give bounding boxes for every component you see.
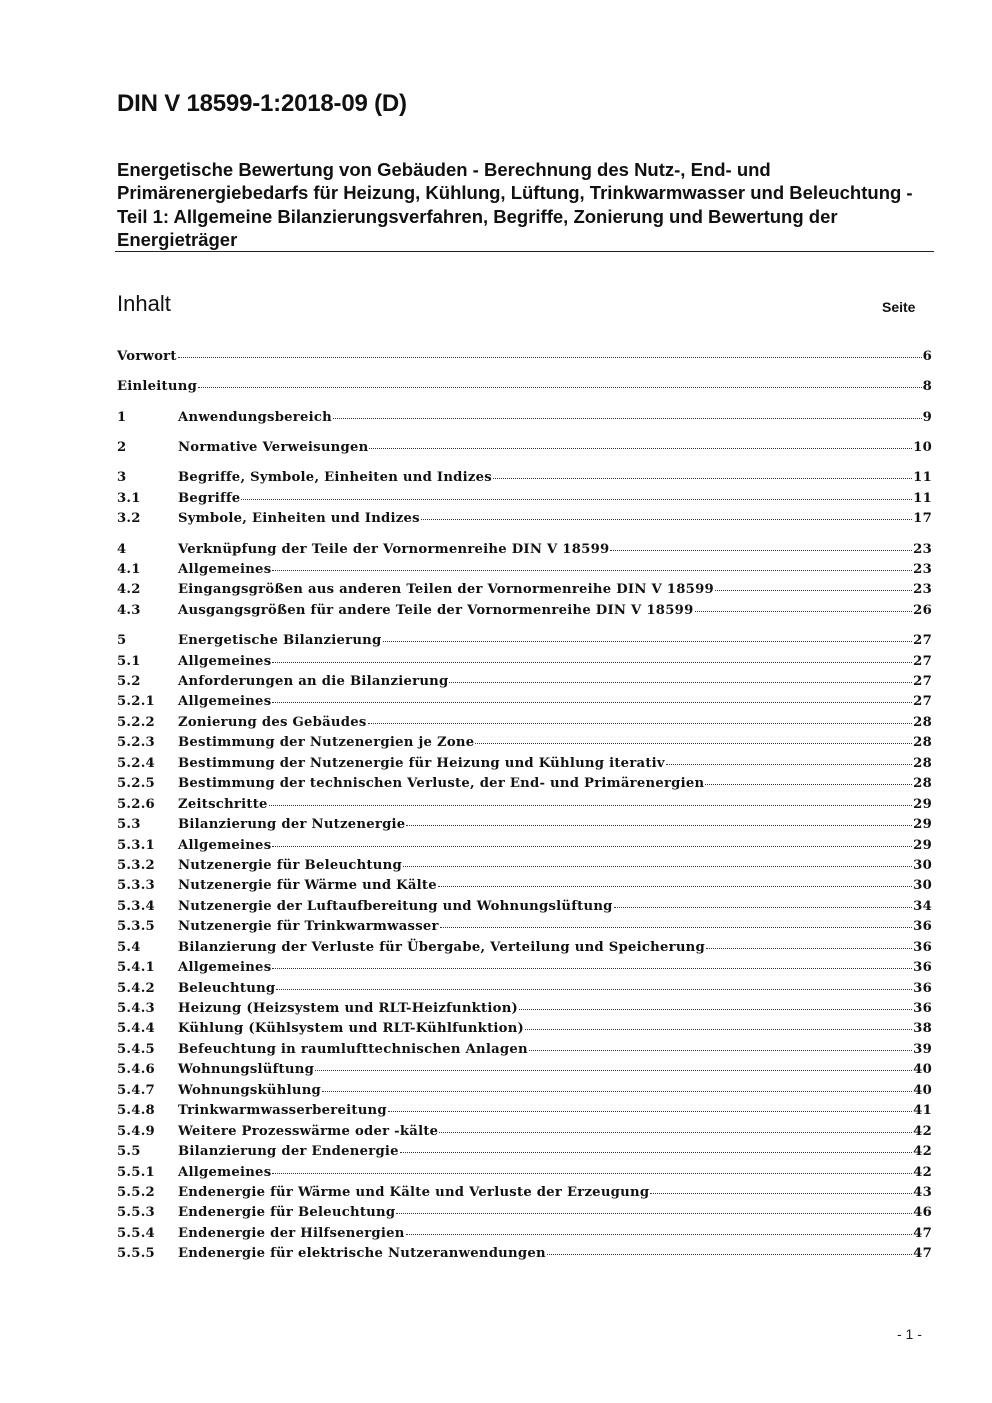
toc-entry[interactable]: [117, 1101, 932, 1121]
toc-entry[interactable]: [117, 580, 932, 600]
toc-entry[interactable]: [117, 1019, 932, 1039]
toc-entry-page: 42: [913, 1144, 932, 1160]
toc-entry-page: 39: [913, 1041, 932, 1057]
toc-entry[interactable]: [117, 836, 932, 856]
toc-entry-page: 34: [913, 898, 932, 914]
toc-entry-page: 10: [913, 439, 932, 455]
toc-entry-page: 23: [913, 582, 932, 598]
toc-entry[interactable]: [117, 754, 932, 774]
toc-dot-leader: [705, 783, 912, 785]
toc-dot-leader: [650, 1192, 912, 1194]
toc-entry-page: 36: [913, 980, 932, 996]
toc-entry-number: 2: [117, 439, 127, 455]
toc-entry-page: 36: [913, 960, 932, 976]
toc-entry[interactable]: [117, 733, 932, 753]
toc-entry-page: 8: [922, 379, 932, 395]
toc-entry-title: Nutzenergie für Trinkwarmwasser: [178, 919, 439, 935]
toc-entry[interactable]: [117, 631, 932, 651]
toc-entry-number: 5.4.4: [117, 1021, 155, 1037]
toc-entry-number: 5.5.3: [117, 1205, 155, 1221]
toc-dot-leader: [666, 763, 912, 765]
toc-entry-page: 28: [913, 776, 932, 792]
toc-entry-page: 9: [922, 409, 932, 425]
toc-dot-leader: [421, 518, 912, 520]
toc-entry-title: Ausgangsgrößen für andere Teile der Vornormenreihe DIN V 18599: [178, 602, 694, 618]
toc-dot-leader: [695, 610, 913, 612]
toc-entry[interactable]: [117, 408, 932, 428]
toc-entry-title: Bestimmung der Nutzenergien je Zone: [178, 735, 475, 751]
toc-entry[interactable]: [117, 958, 932, 978]
toc-entry-title: Beleuchtung: [178, 980, 276, 996]
toc-entry-title: Einleitung: [117, 379, 198, 395]
toc-entry-number: 4.3: [117, 602, 141, 618]
toc-entry-page: 29: [913, 837, 932, 853]
table-of-contents: [117, 347, 932, 1265]
toc-entry-title: Bestimmung der Nutzenergie für Heizung und Kühlung iterativ: [178, 755, 665, 771]
toc-entry-page: 26: [913, 602, 932, 618]
toc-entry[interactable]: [117, 509, 932, 529]
toc-entry-number: 5.4.5: [117, 1041, 155, 1057]
toc-entry-number: 5.2.4: [117, 755, 155, 771]
toc-entry-title: Bilanzierung der Verluste für Übergabe, Verteilung und Speicherung: [178, 939, 705, 955]
toc-dot-leader: [388, 1110, 912, 1112]
toc-dot-leader: [614, 906, 912, 908]
toc-entry-number: 5.4.1: [117, 960, 155, 976]
toc-entry-page: 46: [913, 1205, 932, 1221]
toc-entry-title: Normative Verweisungen: [178, 439, 369, 455]
toc-dot-leader: [438, 885, 912, 887]
toc-entry-page: 27: [913, 653, 932, 669]
toc-entry[interactable]: [117, 897, 932, 917]
toc-entry-number: 5.4.7: [117, 1082, 155, 1098]
toc-entry-number: 5: [117, 633, 127, 649]
toc-entry-page: 28: [913, 735, 932, 751]
toc-entry[interactable]: [117, 815, 932, 835]
toc-entry[interactable]: [117, 1060, 932, 1080]
toc-dot-leader: [272, 845, 912, 847]
toc-entry-number: 5.4.6: [117, 1062, 155, 1078]
toc-entry[interactable]: [117, 560, 932, 580]
toc-entry-number: 5.4.2: [117, 980, 155, 996]
toc-entry-title: Allgemeines: [178, 561, 272, 577]
toc-entry-number: 5.4.3: [117, 1001, 155, 1017]
toc-entry-page: 40: [913, 1082, 932, 1098]
toc-entry[interactable]: [117, 1163, 932, 1183]
toc-entry-number: 5.3.1: [117, 837, 155, 853]
toc-dot-leader: [272, 661, 912, 663]
toc-entry[interactable]: [117, 489, 932, 509]
document-title: Energetische Bewertung von Gebäuden - Berechnung des Nutz-, End- und Primärenergiebedarfs für Heizung, Kühlung, Lüftung, Trinkwarmwasser und Beleuchtung - Teil 1: Allgemeine Bilanzierungsverfahren, Begriffe, Zonierung und Bewertung der Energieträger: [117, 159, 913, 250]
toc-entry[interactable]: [117, 1183, 932, 1203]
toc-entry-title: Weitere Prozesswärme oder -kälte: [178, 1123, 439, 1139]
toc-entry-title: Endenergie für elektrische Nutzeranwendungen: [178, 1246, 546, 1262]
toc-dot-leader: [322, 1090, 912, 1092]
toc-entry-number: 5.2.5: [117, 776, 155, 792]
toc-entry-page: 29: [913, 817, 932, 833]
toc-dot-leader: [547, 1253, 912, 1255]
toc-dot-leader: [272, 569, 912, 571]
toc-dot-leader: [178, 356, 922, 358]
toc-entry-title: Endenergie der Hilfsenergien: [178, 1225, 405, 1241]
toc-entry-number: 4.1: [117, 561, 141, 577]
toc-entry[interactable]: [117, 438, 932, 458]
toc-entry-title: Bestimmung der technischen Verluste, der End- und Primärenergien: [178, 776, 705, 792]
toc-entry-number: 5.4.9: [117, 1123, 155, 1139]
toc-dot-leader: [396, 1212, 912, 1214]
toc-entry-title: Wohnungslüftung: [178, 1062, 315, 1078]
toc-entry[interactable]: [117, 1040, 932, 1060]
toc-dot-leader: [272, 1172, 912, 1174]
toc-entry-page: 28: [913, 714, 932, 730]
toc-entry[interactable]: [117, 601, 932, 621]
toc-entry-page: 40: [913, 1062, 932, 1078]
toc-entry-title: Allgemeines: [178, 960, 272, 976]
toc-entry-number: 4.2: [117, 582, 141, 598]
toc-dot-leader: [272, 967, 912, 969]
toc-entry-page: 23: [913, 541, 932, 557]
toc-entry[interactable]: [117, 1244, 932, 1264]
toc-entry-title: Allgemeines: [178, 694, 272, 710]
toc-entry-title: Begriffe, Symbole, Einheiten und Indizes: [178, 470, 492, 486]
toc-entry-page: 42: [913, 1164, 932, 1180]
toc-entry[interactable]: [117, 999, 932, 1019]
toc-entry-title: Energetische Bilanzierung: [178, 633, 382, 649]
toc-dot-leader: [406, 824, 912, 826]
toc-entry-page: 30: [913, 857, 932, 873]
toc-entry[interactable]: [117, 856, 932, 876]
page-number: - 1 -: [897, 1326, 922, 1342]
toc-entry[interactable]: [117, 540, 932, 560]
toc-entry[interactable]: [117, 1122, 932, 1142]
toc-dot-leader: [493, 477, 912, 479]
toc-entry-title: Endenergie für Wärme und Kälte und Verluste der Erzeugung: [178, 1184, 650, 1200]
toc-dot-leader: [369, 447, 912, 449]
toc-dot-leader: [449, 681, 912, 683]
toc-entry-page: 27: [913, 633, 932, 649]
toc-dot-leader: [525, 1028, 912, 1030]
toc-entry-page: 36: [913, 919, 932, 935]
toc-dot-leader: [529, 1049, 912, 1051]
toc-entry-title: Nutzenergie für Beleuchtung: [178, 857, 402, 873]
toc-entry-number: 5.5.5: [117, 1246, 155, 1262]
toc-entry-title: Heizung (Heizsystem und RLT-Heizfunktion): [178, 1001, 519, 1017]
toc-entry-title: Zonierung des Gebäudes: [178, 714, 367, 730]
toc-entry-number: 5.2.6: [117, 796, 155, 812]
toc-entry-title: Kühlung (Kühlsystem und RLT-Kühlfunktion): [178, 1021, 525, 1037]
toc-dot-leader: [383, 640, 913, 642]
toc-dot-leader: [475, 742, 912, 744]
toc-entry-page: 11: [913, 470, 932, 486]
toc-entry-number: 5.5.2: [117, 1184, 155, 1200]
toc-entry-title: Wohnungskühlung: [178, 1082, 321, 1098]
toc-entry-title: Anforderungen an die Bilanzierung: [178, 674, 449, 690]
toc-dot-leader: [406, 1233, 912, 1235]
toc-entry-number: 3: [117, 470, 127, 486]
toc-dot-leader: [198, 386, 922, 388]
toc-entry-page: 11: [913, 490, 932, 506]
toc-entry[interactable]: [117, 1224, 932, 1244]
toc-entry[interactable]: [117, 917, 932, 937]
toc-entry-number: 5.1: [117, 653, 141, 669]
toc-entry-number: 5.2.2: [117, 714, 155, 730]
toc-page-column-label: Seite: [882, 299, 916, 315]
toc-entry-title: Nutzenergie für Wärme und Kälte: [178, 878, 437, 894]
toc-entry-title: Vorwort: [117, 349, 177, 364]
toc-entry-title: Nutzenergie der Luftaufbereitung und Wohnungslüftung: [178, 898, 613, 914]
toc-entry-title: Verknüpfung der Teile der Vornormenreihe DIN V 18599: [178, 541, 610, 557]
toc-entry[interactable]: [117, 979, 932, 999]
toc-dot-leader: [403, 865, 912, 867]
toc-entry[interactable]: [117, 1142, 932, 1162]
toc-entry[interactable]: [117, 774, 932, 794]
toc-entry-title: Bilanzierung der Nutzenergie: [178, 817, 406, 833]
toc-entry-page: 6: [922, 349, 932, 364]
toc-entry[interactable]: [117, 652, 932, 672]
toc-entry-page: 23: [913, 561, 932, 577]
toc-entry-number: 4: [117, 541, 127, 557]
toc-entry-number: 5.2.3: [117, 735, 155, 751]
toc-entry-number: 5.5.1: [117, 1164, 155, 1180]
toc-entry-page: 47: [913, 1225, 932, 1241]
toc-dot-leader: [241, 498, 912, 500]
toc-entry-number: 3.1: [117, 490, 141, 506]
toc-dot-leader: [610, 549, 912, 551]
toc-entry[interactable]: [117, 938, 932, 958]
toc-entry-title: Allgemeines: [178, 1164, 272, 1180]
toc-dot-leader: [715, 589, 912, 591]
toc-entry-page: 38: [913, 1021, 932, 1037]
title-divider: [115, 251, 934, 252]
toc-entry-page: 27: [913, 694, 932, 710]
toc-entry-page: 28: [913, 755, 932, 771]
toc-entry-number: 3.2: [117, 511, 141, 527]
toc-entry-title: Begriffe: [178, 490, 241, 506]
toc-entry-page: 36: [913, 1001, 932, 1017]
toc-entry-number: 5.3.5: [117, 919, 155, 935]
toc-entry[interactable]: [117, 876, 932, 896]
toc-dot-leader: [269, 804, 912, 806]
toc-entry-number: 5.5.4: [117, 1225, 155, 1241]
toc-entry-page: 29: [913, 796, 932, 812]
toc-entry-title: Eingangsgrößen aus anderen Teilen der Vornormenreihe DIN V 18599: [178, 582, 714, 598]
toc-entry-title: Endenergie für Beleuchtung: [178, 1205, 396, 1221]
toc-entry[interactable]: [117, 795, 932, 815]
toc-entry-title: Symbole, Einheiten und Indizes: [178, 511, 420, 527]
toc-heading: Inhalt: [117, 291, 171, 316]
toc-entry-page: 17: [913, 511, 932, 527]
toc-entry-title: Allgemeines: [178, 837, 272, 853]
toc-entry-title: Befeuchtung in raumlufttechnischen Anlagen: [178, 1041, 528, 1057]
toc-entry-page: 30: [913, 878, 932, 894]
toc-entry[interactable]: [117, 377, 932, 397]
toc-dot-leader: [400, 1151, 912, 1153]
toc-dot-leader: [440, 926, 912, 928]
toc-entry[interactable]: [117, 1203, 932, 1223]
toc-entry-title: Zeitschritte: [178, 796, 268, 812]
toc-entry-title: Allgemeines: [178, 653, 272, 669]
toc-dot-leader: [315, 1069, 912, 1071]
toc-entry-number: 5.5: [117, 1144, 141, 1160]
toc-entry-number: 1: [117, 409, 127, 425]
toc-dot-leader: [276, 988, 912, 990]
toc-entry-number: 5.3.4: [117, 898, 155, 914]
toc-entry-title: Anwendungsbereich: [178, 409, 333, 425]
toc-entry[interactable]: [117, 347, 932, 367]
toc-entry[interactable]: [117, 713, 932, 733]
toc-dot-leader: [272, 701, 912, 703]
toc-entry-number: 5.3: [117, 817, 141, 833]
toc-entry-number: 5.3.3: [117, 878, 155, 894]
toc-entry[interactable]: [117, 1081, 932, 1101]
toc-entry-number: 5.4.8: [117, 1103, 155, 1119]
toc-entry[interactable]: [117, 692, 932, 712]
toc-entry-page: 42: [913, 1123, 932, 1139]
toc-entry-page: 43: [913, 1184, 932, 1200]
toc-entry[interactable]: [117, 672, 932, 692]
toc-dot-leader: [519, 1008, 912, 1010]
toc-dot-leader: [368, 722, 913, 724]
document-id: DIN V 18599-1:2018-09 (D): [117, 90, 407, 117]
toc-entry-page: 27: [913, 674, 932, 690]
toc-dot-leader: [439, 1131, 912, 1133]
toc-dot-leader: [706, 947, 912, 949]
toc-dot-leader: [333, 417, 922, 419]
toc-entry-number: 5.4: [117, 939, 141, 955]
toc-entry-number: 5.3.2: [117, 857, 155, 873]
toc-entry-page: 41: [913, 1103, 932, 1119]
toc-entry-number: 5.2: [117, 674, 141, 690]
toc-entry-number: 5.2.1: [117, 694, 155, 710]
toc-entry-title: Bilanzierung der Endenergie: [178, 1144, 399, 1160]
toc-entry-title: Trinkwarmwasserbereitung: [178, 1103, 387, 1119]
toc-entry-page: 47: [913, 1246, 932, 1262]
toc-entry[interactable]: [117, 468, 932, 488]
toc-entry-page: 36: [913, 939, 932, 955]
